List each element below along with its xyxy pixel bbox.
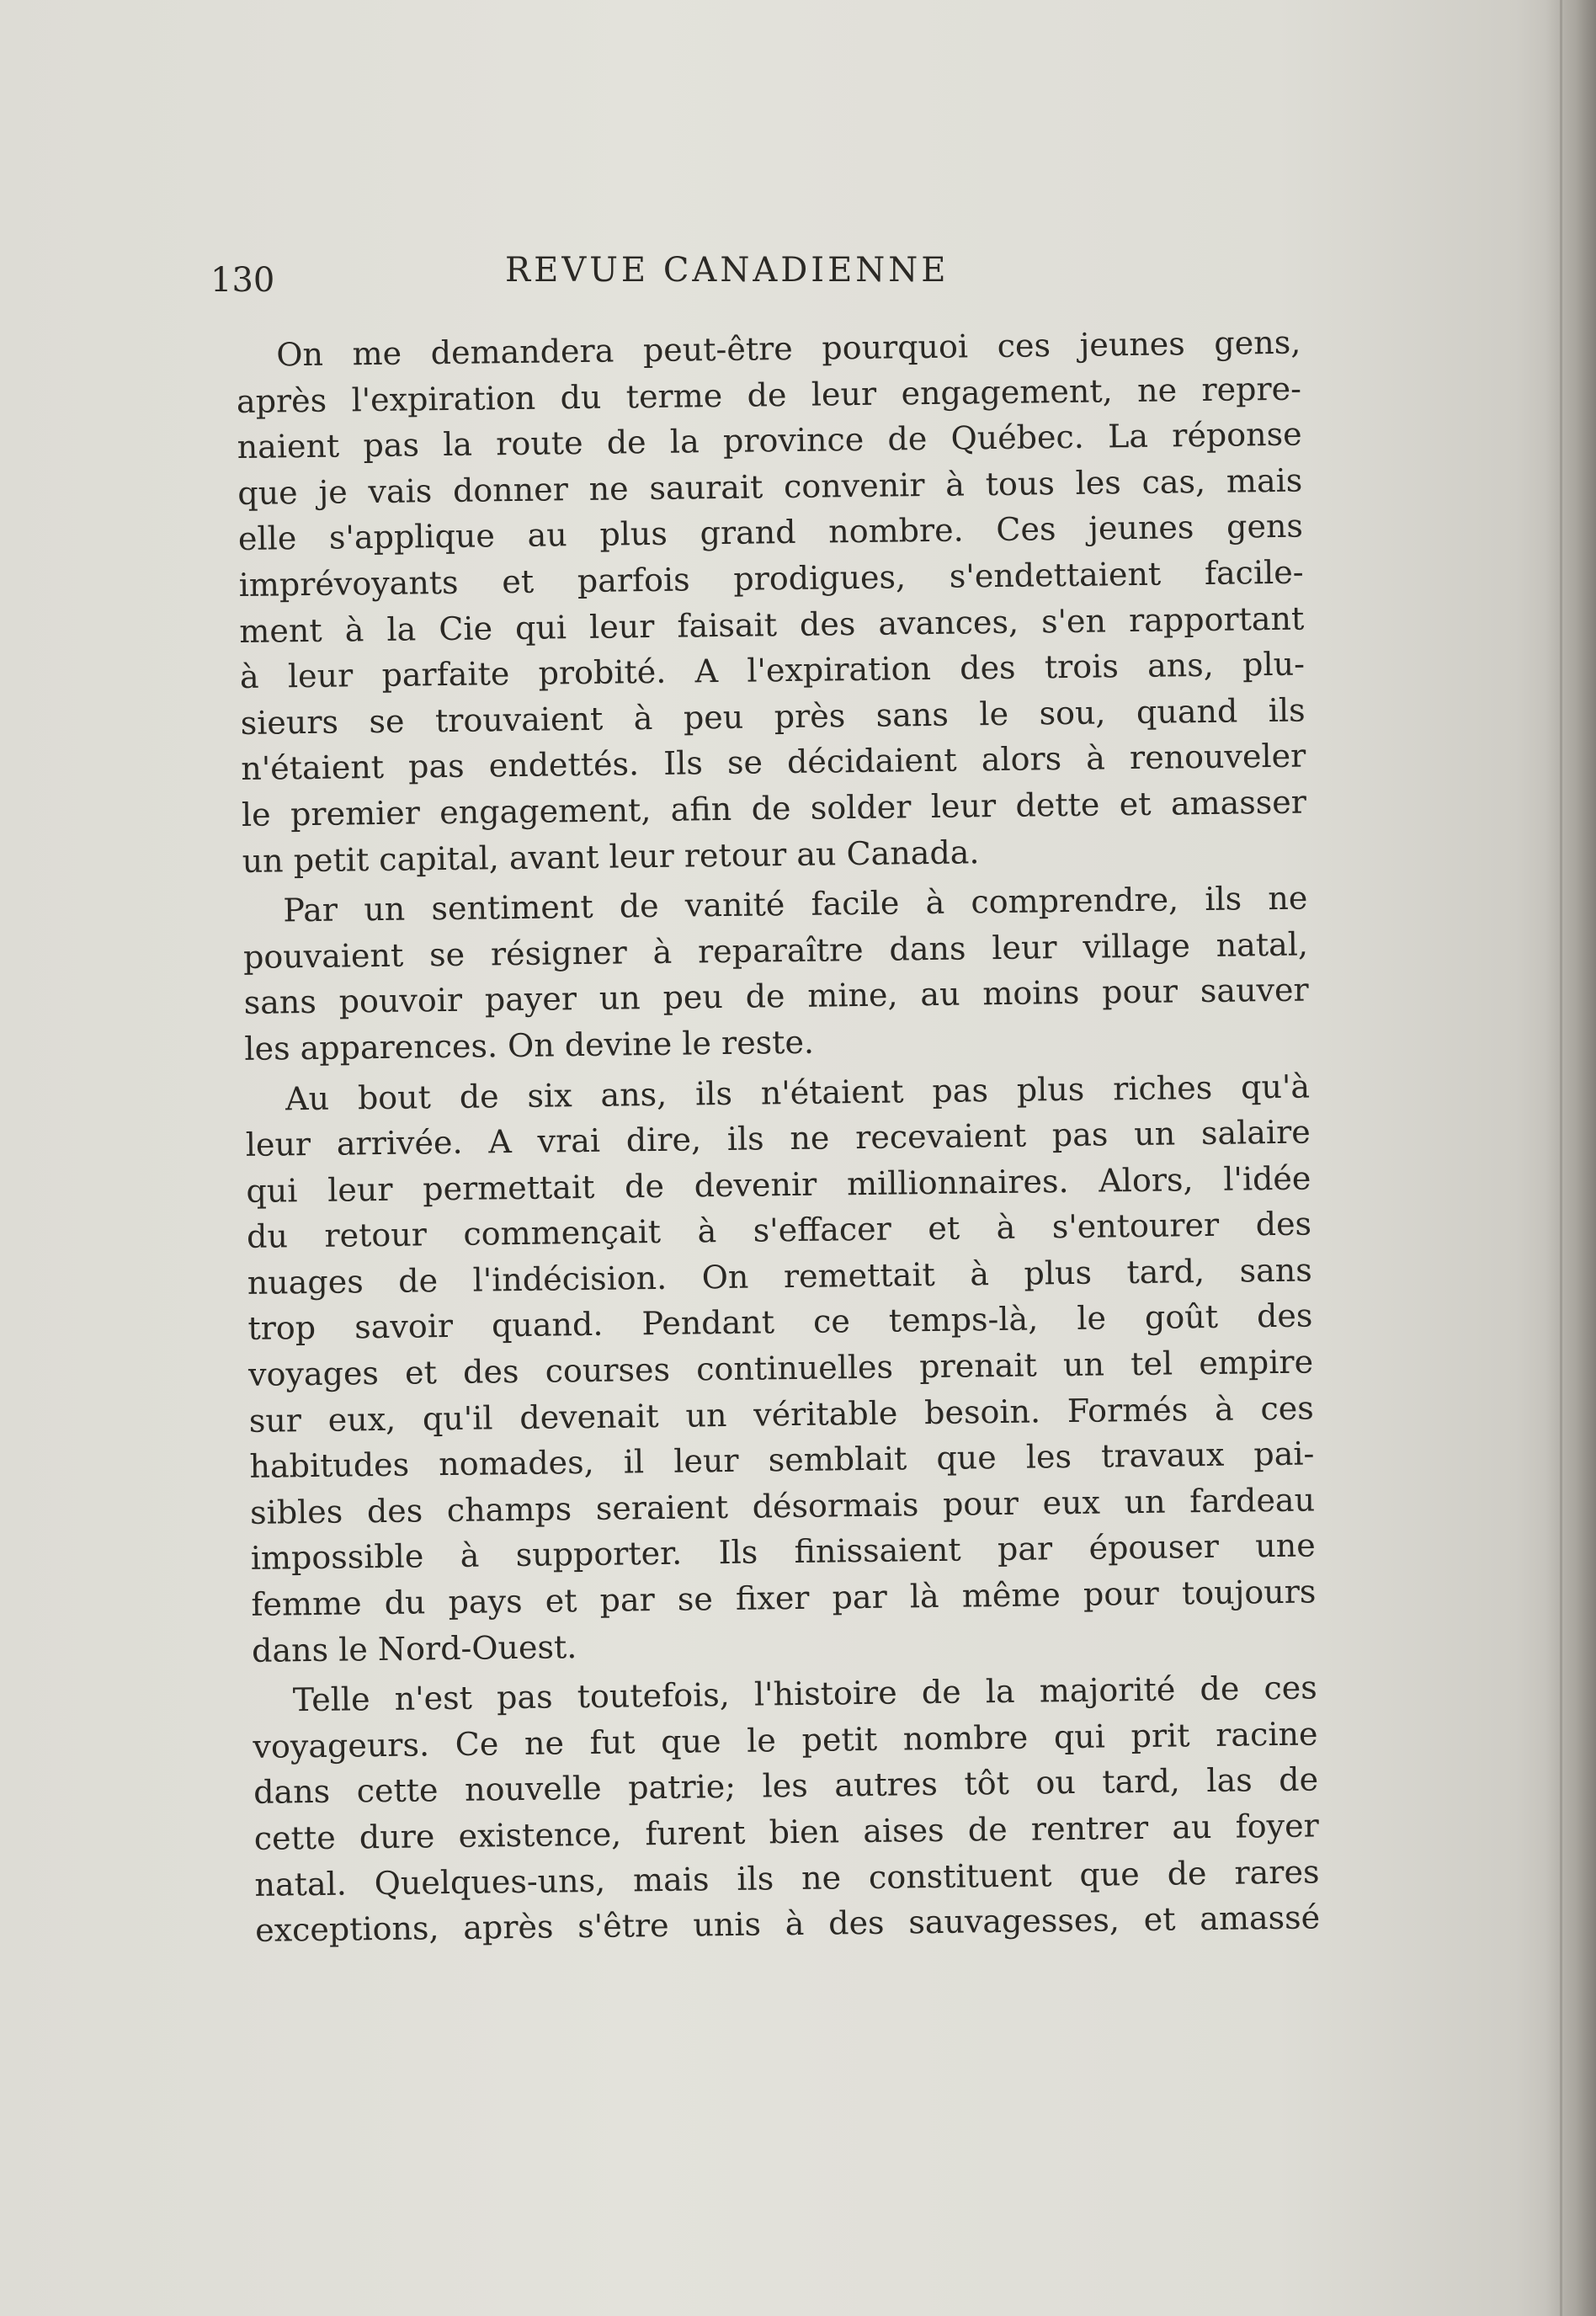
text-line: sibles des champs seraient désormais pour eux un fardeau — [249, 1481, 1316, 1531]
paragraph — [253, 1665, 1321, 1954]
text-line: nuages de l'indécision. On remettait à plus tard, sans — [247, 1251, 1312, 1302]
page-fold-line — [1560, 0, 1562, 2316]
text-line: les apparences. On devine le reste. — [244, 1023, 815, 1067]
text-line: habitudes nomades, il leur semblait que les travaux pai- — [249, 1435, 1315, 1486]
running-title: REVUE CANADIENNE — [505, 251, 950, 290]
text-line: femme du pays et par se fixer par là même pour toujours — [251, 1573, 1317, 1623]
text-line: exceptions, après s'être unis à des sauvagesses, et amassé — [254, 1898, 1321, 1950]
text-line: dans le Nord-Ouest. — [251, 1627, 577, 1669]
text-line: Au bout de six ans, ils n'étaient pas plus riches qu'à — [285, 1067, 1311, 1117]
text-line: après l'expiration du terme de leur engagement, ne repre- — [236, 370, 1302, 420]
text-line: elle s'applique au plus grand nombre. Ces jeunes gens — [237, 507, 1304, 558]
page-number: 130 — [210, 261, 275, 300]
text-line: n'étaient pas endettés. Ils se décidaient alors à renouveler — [241, 737, 1306, 788]
text-line: naient pas la route de la province de Québec. La réponse — [237, 415, 1302, 466]
text-line: le premier engagement, afin de solder leur dette et amasser — [241, 783, 1307, 833]
text-line: imprévoyants et parfois prodigues, s'endettaient facile- — [238, 553, 1304, 604]
text-line: ment à la Cie qui leur faisait des avances, s'en rapportant — [239, 599, 1305, 650]
paragraph — [242, 876, 1310, 1073]
text-line: voyages et des courses continuelles prenait un tel empire — [247, 1343, 1314, 1393]
text-line: dans cette nouvelle patrie; les autres tôt ou tard, las de — [253, 1760, 1319, 1812]
text-line: à leur parfaite probité. A l'expiration des trois ans, plu- — [239, 645, 1306, 696]
text-line: leur arrivée. A vrai dire, ils ne recevaient pas un salaire — [245, 1113, 1311, 1164]
text-line: impossible à supporter. Ils finissaient par épouser une — [250, 1526, 1316, 1578]
paragraph — [236, 320, 1307, 885]
text-line: On me demandera peut-être pourquoi ces jeunes gens, — [276, 323, 1301, 374]
text-line: Telle n'est pas toutefois, l'histoire de la majorité de ces — [292, 1669, 1318, 1719]
text-line: que je vais donner ne saurait convenir à tous les cas, mais — [237, 461, 1303, 512]
text-line: du retour commençait à s'effacer et à s'entourer des — [246, 1205, 1312, 1256]
text-line: sieurs se trouvaient à peu près sans le sou, quand ils — [240, 691, 1306, 742]
text-line: Par un sentiment de vanité facile à comprendre, ils ne — [283, 879, 1308, 929]
article-body — [236, 320, 1320, 1954]
page-header — [210, 251, 1305, 301]
text-line: sur eux, qu'il devenait un véritable besoin. Formés à ces — [248, 1389, 1314, 1440]
text-line: qui leur permettait de devenir millionnaires. Alors, l'idée — [246, 1159, 1311, 1210]
text-line: trop savoir quand. Pendant ce temps-là, le goût des — [247, 1296, 1313, 1348]
text-line: natal. Quelques-uns, mais ils ne constituent que de rares — [254, 1853, 1320, 1903]
text-line: un petit capital, avant leur retour au Canada. — [242, 833, 980, 880]
text-line: cette dure existence, furent bien aises de rentrer au foyer — [253, 1807, 1320, 1857]
page-binding-edge — [1545, 0, 1596, 2316]
text-line: sans pouvoir payer un peu de mine, au moins pour sauver — [243, 971, 1309, 1022]
text-line: voyageurs. Ce ne fut que le petit nombre qui prit racine — [253, 1715, 1318, 1765]
text-line: pouvaient se résigner à reparaître dans leur village natal, — [242, 925, 1309, 976]
paragraph — [245, 1063, 1317, 1674]
